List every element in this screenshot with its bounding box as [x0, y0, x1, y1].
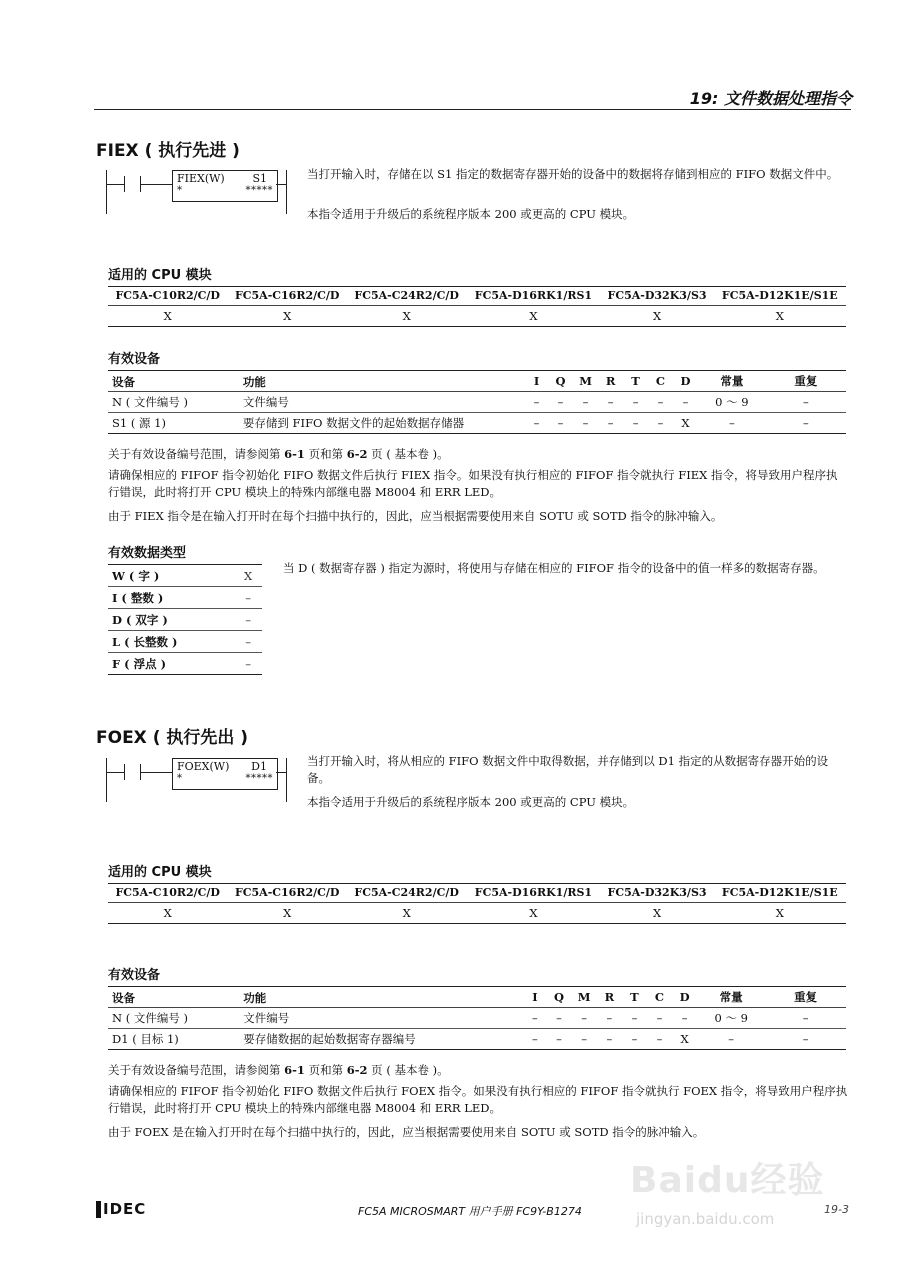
baidu-watermark [630, 1148, 850, 1264]
table-header-cell: FC5A-C16R2/C/D [227, 884, 346, 903]
table-row [108, 587, 262, 609]
fiex-ladder-diagram [104, 170, 290, 216]
table-cell: – [597, 1029, 622, 1050]
logo-text: IDEC [103, 1200, 147, 1218]
table-header-row [108, 884, 846, 903]
table-cell: – [234, 631, 262, 653]
table-header-cell: D [673, 371, 698, 392]
table-cell: D ( 双字 ) [108, 609, 234, 631]
foex-devices-table [108, 986, 846, 1050]
table-header-cell: 功能 [239, 371, 525, 392]
table-header-cell: T [622, 987, 647, 1008]
instruction-file-placeholder: * [177, 185, 182, 196]
fiex-datatype-note: 当 D ( 数据寄存器 ) 指定为源时，将使用与存储在相应的 FIFOF 指令的设备中的值一样多的数据寄存器。 [283, 561, 825, 575]
table-row [108, 903, 846, 924]
table-cell: – [572, 1029, 597, 1050]
table-row [108, 1029, 846, 1050]
table-cell: X [227, 903, 346, 924]
table-cell: 文件编号 [239, 392, 525, 413]
left-power-rail [106, 758, 107, 802]
chapter-title: 19: 文件数据处理指令 [689, 89, 852, 108]
table-cell: – [523, 1008, 546, 1029]
table-cell: D1 ( 目标 1) [108, 1029, 239, 1050]
table-cell: 0 ～ 9 [697, 1008, 765, 1029]
page-number: 19-3 [824, 1203, 849, 1216]
table-cell: – [766, 392, 846, 413]
instruction-file-placeholder: * [177, 773, 182, 784]
table-header-cell: 设备 [108, 371, 239, 392]
table-header-row [108, 371, 846, 392]
table-cell: – [573, 392, 598, 413]
table-header-cell: I [525, 371, 548, 392]
table-cell: X [466, 903, 600, 924]
foex-range-note: 关于有效设备编号范围，请参阅第 6-1 页和第 6-2 页 ( 基本卷 )。 [108, 1063, 449, 1077]
input-contact [124, 764, 125, 780]
table-cell: – [234, 587, 262, 609]
fiex-cpu-title: 适用的 CPU 模块 [108, 268, 212, 283]
table-cell: – [623, 392, 648, 413]
table-header-cell: FC5A-D16RK1/RS1 [466, 287, 600, 306]
table-header-cell: FC5A-C24R2/C/D [347, 287, 466, 306]
table-cell: – [525, 413, 548, 434]
table-header-cell: FC5A-C10R2/C/D [108, 287, 227, 306]
table-cell: X [714, 903, 846, 924]
table-cell: X [108, 903, 227, 924]
foex-pulse-note: 由于 FOEX 是在输入打开时在每个扫描中执行的，因此，应当根据需要使用来自 SOTU 或 SOTD 指令的脉冲输入。 [108, 1125, 705, 1139]
watermark-url: jingyan.baidu.com [636, 1210, 775, 1228]
table-header-cell: 常量 [698, 371, 766, 392]
table-row [108, 609, 262, 631]
table-header-cell: 常量 [697, 987, 765, 1008]
table-row [108, 392, 846, 413]
header-rule [94, 109, 851, 110]
table-cell: – [697, 1029, 765, 1050]
table-header-cell: Q [546, 987, 571, 1008]
instruction-box [172, 758, 278, 790]
table-cell: – [548, 413, 573, 434]
instruction-arg: S1 [252, 172, 267, 185]
table-header-cell: 重复 [766, 371, 846, 392]
table-cell: X [672, 1029, 697, 1050]
table-cell: – [546, 1029, 571, 1050]
table-cell: – [648, 392, 673, 413]
fiex-version-note: 本指令适用于升级后的系统程序版本 200 或更高的 CPU 模块。 [307, 207, 635, 221]
fiex-devices-title: 有效设备 [108, 352, 161, 367]
table-cell: I ( 整数 ) [108, 587, 234, 609]
table-cell: – [766, 413, 846, 434]
table-header-cell: M [573, 371, 598, 392]
table-cell: – [548, 392, 573, 413]
table-cell: W ( 字 ) [108, 565, 234, 587]
table-header-cell: FC5A-C10R2/C/D [108, 884, 227, 903]
table-header-row [108, 287, 846, 306]
table-header-cell: T [623, 371, 648, 392]
foex-description: 当打开输入时，将从相应的 FIFO 数据文件中取得数据，并存储到以 D1 指定的从数据寄存器开始的设备。 [307, 754, 829, 785]
table-cell: 要存储数据的起始数据寄存器编号 [239, 1029, 523, 1050]
table-cell: – [765, 1029, 846, 1050]
fiex-pulse-note: 由于 FIEX 指令是在输入打开时在每个扫描中执行的，因此，应当根据需要使用来自 SOTU 或 SOTD 指令的脉冲输入。 [108, 509, 723, 523]
table-row [108, 653, 262, 675]
table-cell: – [673, 392, 698, 413]
table-cell: – [622, 1029, 647, 1050]
table-row [108, 631, 262, 653]
table-cell: – [525, 392, 548, 413]
table-header-cell: R [598, 371, 623, 392]
table-cell: – [672, 1008, 697, 1029]
fiex-section-title: FIEX ( 执行先进 ) [96, 141, 240, 161]
table-header-cell: FC5A-D12K1E/S1E [714, 884, 846, 903]
table-header-cell: C [648, 371, 673, 392]
manual-title: FC5A MICROSMART 用户手册 FC9Y-B1274 [358, 1205, 582, 1218]
table-cell: – [234, 609, 262, 631]
instruction-arg: D1 [251, 760, 267, 773]
table-cell: – [234, 653, 262, 675]
foex-ladder-diagram [104, 758, 290, 804]
fiex-error-note: 请确保相应的 FIFOF 指令初始化 FIFO 数据文件后执行 FIEX 指令。如果没有执行相应的 FIFOF 指令就执行 FIEX 指令，将导致用户程序执行错误，此时将打开 CPU 模块上的特殊内部继电器 M8004 和 ERR LED。 [108, 468, 838, 499]
table-cell: X [347, 306, 466, 327]
table-cell: – [647, 1029, 672, 1050]
logo-mark-icon [96, 1201, 101, 1218]
table-cell: – [647, 1008, 672, 1029]
table-header-cell: 设备 [108, 987, 239, 1008]
table-cell: S1 ( 源 1) [108, 413, 239, 434]
table-cell: X [227, 306, 346, 327]
table-row [108, 565, 262, 587]
table-header-cell: FC5A-D16RK1/RS1 [466, 884, 600, 903]
left-power-rail [106, 170, 107, 214]
table-cell: L ( 长整数 ) [108, 631, 234, 653]
fiex-datatype-title: 有效数据类型 [108, 546, 187, 561]
table-cell: – [765, 1008, 846, 1029]
foex-cpu-table [108, 883, 846, 924]
table-cell: X [600, 903, 713, 924]
table-header-row [108, 987, 846, 1008]
table-cell: F ( 浮点 ) [108, 653, 234, 675]
fiex-range-note: 关于有效设备编号范围，请参阅第 6-1 页和第 6-2 页 ( 基本卷 )。 [108, 447, 449, 461]
foex-devices-title: 有效设备 [108, 968, 161, 983]
table-cell: 要存储到 FIFO 数据文件的起始数据存储器 [239, 413, 525, 434]
table-cell: – [572, 1008, 597, 1029]
table-cell: X [108, 306, 227, 327]
foex-section-title: FOEX ( 执行先出 ) [96, 728, 249, 748]
instruction-op: FIEX(W) [177, 172, 225, 185]
foex-cpu-title: 适用的 CPU 模块 [108, 865, 212, 880]
table-header-cell: 功能 [239, 987, 523, 1008]
table-cell: – [623, 413, 648, 434]
right-power-rail [286, 170, 287, 214]
fiex-datatype-table [108, 564, 262, 675]
table-row [108, 306, 846, 327]
input-contact [124, 176, 125, 192]
table-cell: X [347, 903, 466, 924]
instruction-operand-placeholder: ***** [245, 773, 273, 784]
table-header-cell: 重复 [765, 987, 846, 1008]
table-header-cell: FC5A-C16R2/C/D [227, 287, 346, 306]
table-cell: – [598, 392, 623, 413]
table-cell: 文件编号 [239, 1008, 523, 1029]
table-row [108, 1008, 846, 1029]
table-header-cell: M [572, 987, 597, 1008]
instruction-op: FOEX(W) [177, 760, 230, 773]
table-header-cell: FC5A-C24R2/C/D [347, 884, 466, 903]
table-cell: – [573, 413, 598, 434]
table-header-cell: C [647, 987, 672, 1008]
table-header-cell: Q [548, 371, 573, 392]
instruction-operand-placeholder: ***** [245, 185, 273, 196]
table-cell: – [648, 413, 673, 434]
table-cell: – [622, 1008, 647, 1029]
table-header-cell: FC5A-D12K1E/S1E [714, 287, 846, 306]
table-cell: X [673, 413, 698, 434]
table-cell: N ( 文件编号 ) [108, 1008, 239, 1029]
table-cell: – [698, 413, 766, 434]
table-cell: X [466, 306, 600, 327]
table-cell: – [546, 1008, 571, 1029]
table-header-cell: I [523, 987, 546, 1008]
fiex-devices-table [108, 370, 846, 434]
right-power-rail [286, 758, 287, 802]
table-cell: X [714, 306, 846, 327]
table-cell: 0 ～ 9 [698, 392, 766, 413]
table-header-cell: FC5A-D32K3/S3 [600, 884, 713, 903]
table-header-cell: FC5A-D32K3/S3 [600, 287, 713, 306]
fiex-cpu-table [108, 286, 846, 327]
table-cell: – [523, 1029, 546, 1050]
idec-logo [96, 1199, 146, 1219]
foex-version-note: 本指令适用于升级后的系统程序版本 200 或更高的 CPU 模块。 [307, 795, 635, 809]
table-cell: – [598, 413, 623, 434]
table-header-cell: D [672, 987, 697, 1008]
watermark-brand: Baidu经验 [630, 1160, 825, 1201]
fiex-description: 当打开输入时，存储在以 S1 指定的数据寄存器开始的设备中的数据将存储到相应的 FIFO 数据文件中。 [307, 167, 839, 181]
table-cell: X [600, 306, 713, 327]
instruction-box [172, 170, 278, 202]
table-cell: N ( 文件编号 ) [108, 392, 239, 413]
table-cell: X [234, 565, 262, 587]
table-row [108, 413, 846, 434]
foex-error-note: 请确保相应的 FIFOF 指令初始化 FIFO 数据文件后执行 FOEX 指令。如果没有执行相应的 FIFOF 指令就执行 FOEX 指令，将导致用户程序执行错误，此时将打开 CPU 模块上的特殊内部继电器 M8004 和 ERR LED。 [108, 1084, 848, 1115]
table-header-cell: R [597, 987, 622, 1008]
table-cell: – [597, 1008, 622, 1029]
